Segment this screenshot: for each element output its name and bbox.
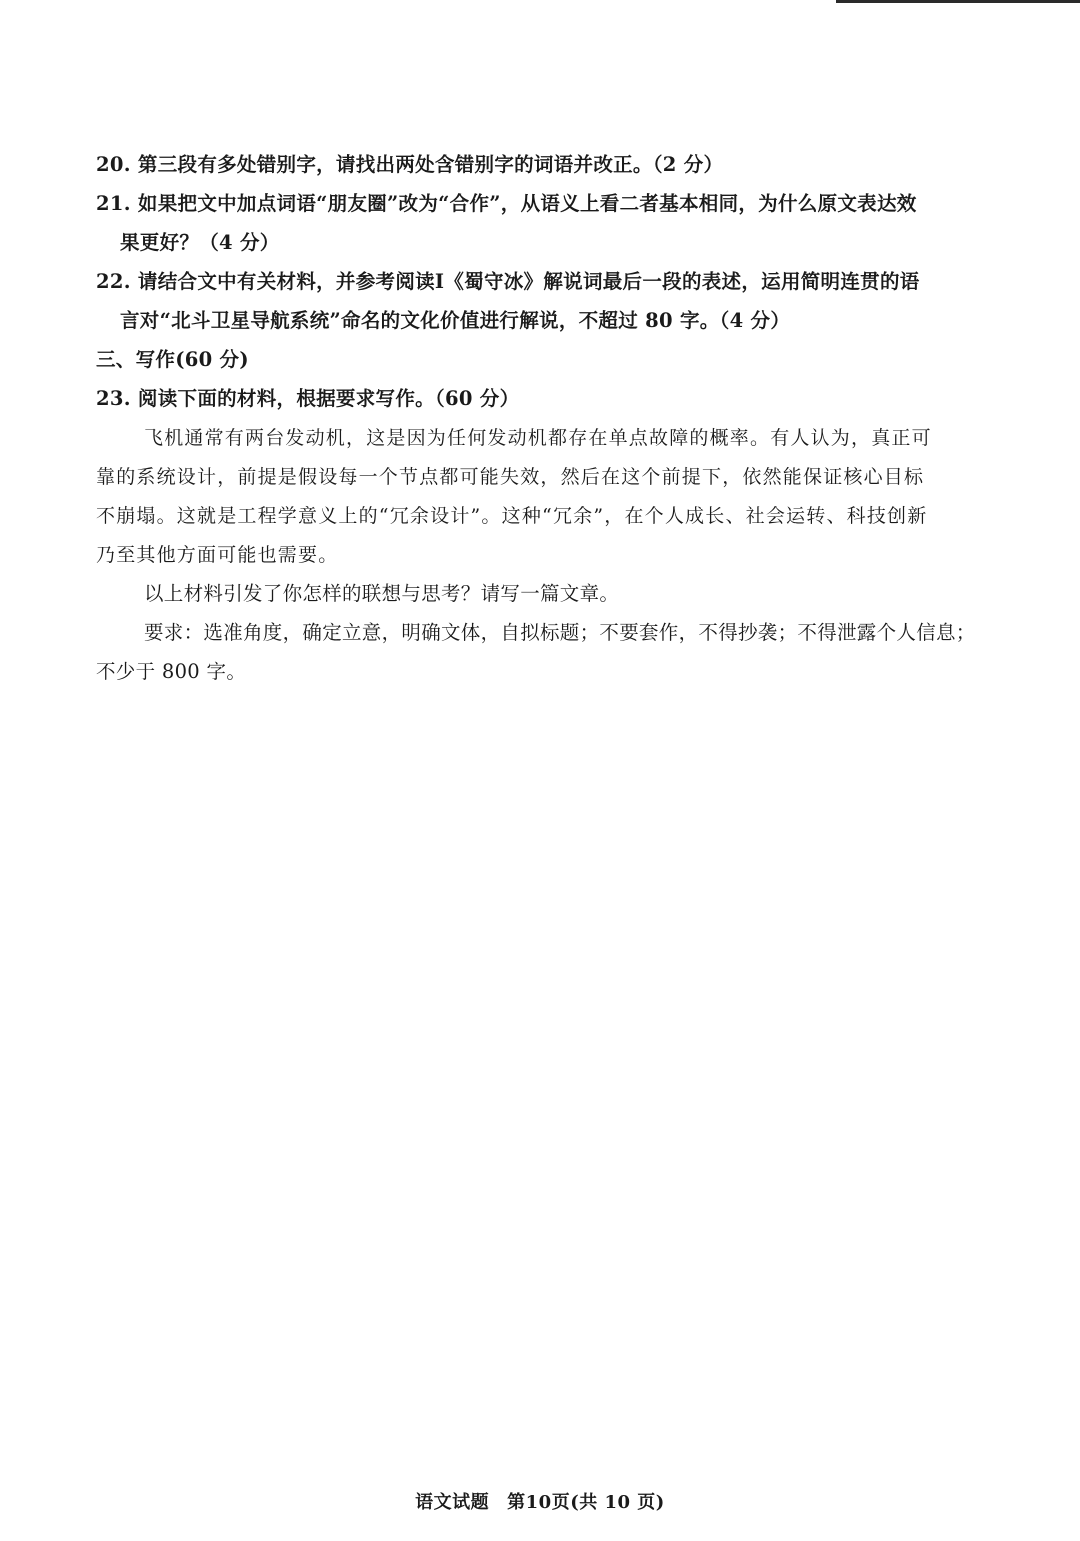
question-text: 请结合文中有关材料，并参考阅读Ⅰ《蜀守冰》解说词最后一段的表述，运用简明连贯的语 [137,270,920,293]
section-heading-writing: 三、写作(60 分) [96,348,249,371]
footer-subject: 语文试题 [415,1492,490,1513]
question-text: 第三段有多处错别字，请找出两处含错别字的词语并改正。（2 分） [137,153,724,176]
top-border-line [836,0,1080,3]
material-line: 乃至其他方面可能也需要。 [96,544,339,566]
question-20 [96,152,996,178]
writing-material [96,425,996,568]
question-text: 如果把文中加点词语“朋友圈”改为“合作”，从语义上看二者基本相同，为什么原文表达效 [137,192,917,215]
question-number: 20. [96,153,131,176]
question-text: 阅读下面的材料，根据要求写作。（60 分） [137,387,520,410]
material-line: 飞机通常有两台发动机，这是因为任何发动机都存在单点故障的概率。有人认为，真正可 [144,427,932,449]
requirements-line: 要求：选准角度，确定立意，明确文体，自拟标题；不要套作，不得抄袭；不得泄露个人信息； [144,621,976,644]
material-line: 不崩塌。这就是工程学意义上的“冗余设计”。这种“冗余”，在个人成长、社会运转、科技创新 [96,505,928,527]
question-number: 22. [96,270,131,293]
question-text-continued: 果更好？（4 分） [120,231,280,254]
question-22 [96,269,996,334]
material-line: 靠的系统设计，前提是假设每一个节点都可能失效，然后在这个前提下，依然能保证核心目标 [96,466,925,488]
exam-page-content [96,152,996,698]
question-23 [96,386,996,412]
writing-prompt: 以上材料引发了你怎样的联想与思考？请写一篇文章。 [144,582,620,605]
question-number: 23. [96,387,131,410]
page-footer [0,1488,1080,1514]
question-text-continued: 言对“北斗卫星导航系统”命名的文化价值进行解说，不超过 80 字。（4 分） [120,309,791,332]
requirements-line-continued: 不少于 800 字。 [96,660,247,683]
question-number: 21. [96,192,131,215]
question-21 [96,191,996,256]
footer-page-number: 第10页(共 10 页) [507,1492,665,1513]
